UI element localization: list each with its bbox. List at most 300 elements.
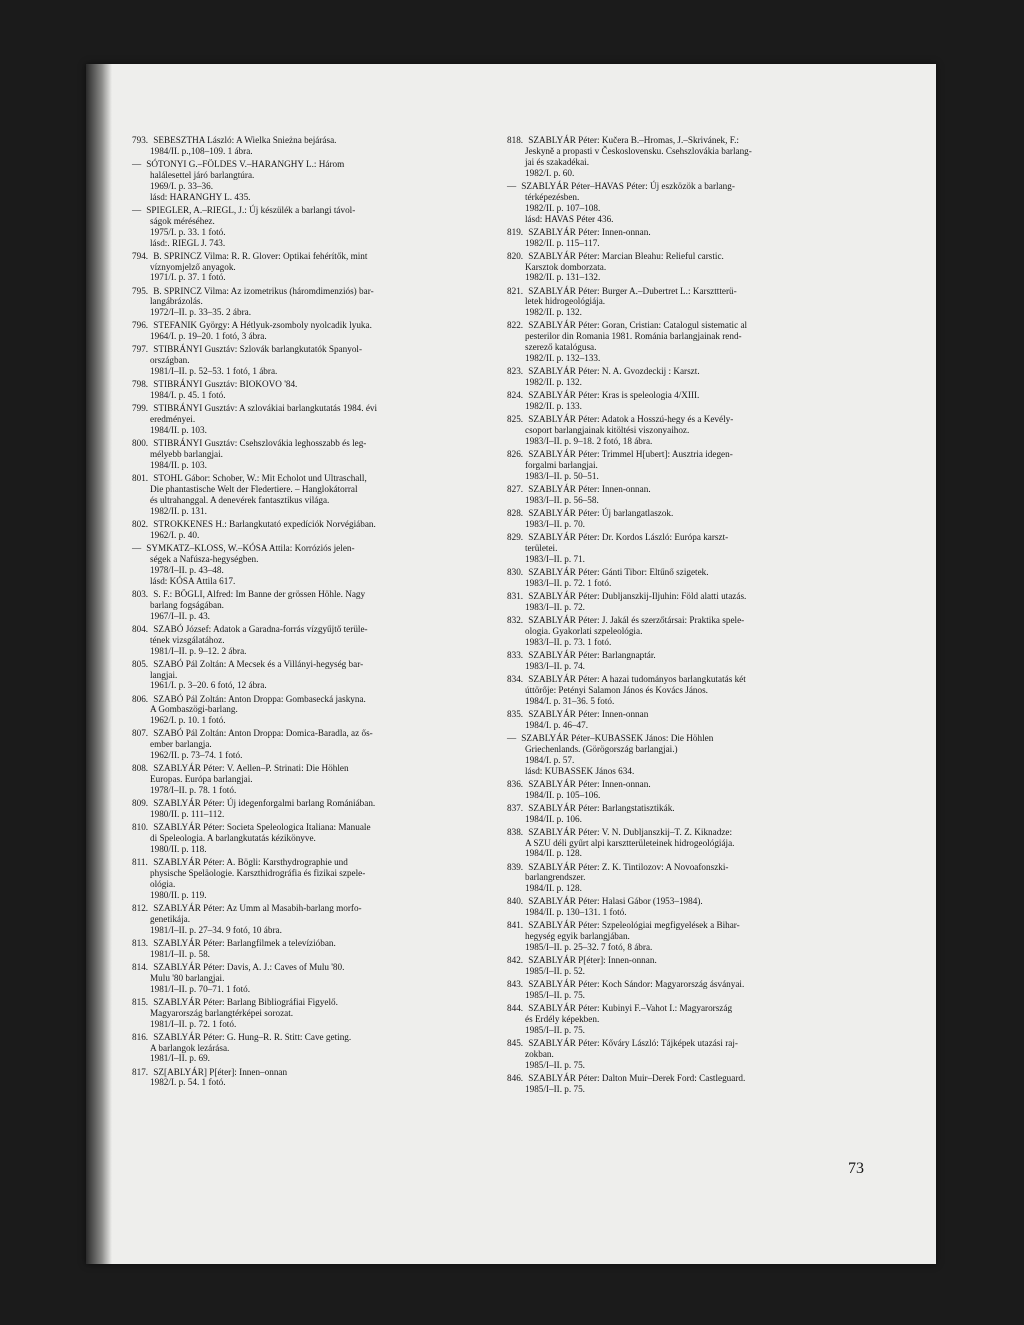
entry-number: 821. bbox=[507, 285, 524, 296]
entry-line bbox=[132, 774, 472, 785]
entry-text: 1983/I–II. p. 73. 1 fotó. bbox=[525, 636, 612, 647]
entry-number: 822. bbox=[507, 320, 524, 331]
entry-line bbox=[132, 576, 472, 587]
bibliography-entry bbox=[507, 650, 847, 672]
entry-text: 1985/I–II. p. 52. bbox=[525, 966, 585, 977]
entry-text: di Speleologia. A barlangkutatás kézikönyve. bbox=[150, 833, 316, 844]
bibliography-entry bbox=[132, 763, 472, 796]
entry-text: 1982/II. p. 115–117. bbox=[525, 237, 600, 248]
entry-text: SZABLYÁR P[éter]: Innen-onnan. bbox=[528, 955, 657, 966]
entry-text: 1983/I–II. p. 9–18. 2 fotó, 18 ábra. bbox=[525, 436, 653, 447]
entry-number: 816. bbox=[132, 1031, 149, 1042]
entry-text: 1982/II. p. 133. bbox=[525, 401, 582, 412]
entry-line bbox=[507, 157, 847, 168]
bibliography-entry bbox=[507, 449, 847, 482]
entry-first-line bbox=[507, 896, 847, 907]
entry-line bbox=[132, 1053, 472, 1064]
entry-line bbox=[507, 990, 847, 1001]
entry-line bbox=[132, 890, 472, 901]
entry-text: 1978/I–II. p. 43–48. bbox=[150, 564, 224, 575]
entry-first-line bbox=[132, 659, 472, 670]
entry-number: 812. bbox=[132, 902, 149, 913]
bibliography-entry bbox=[132, 1067, 472, 1089]
entry-line bbox=[507, 755, 847, 766]
bibliography-entry bbox=[507, 674, 847, 707]
entry-line bbox=[132, 565, 472, 576]
entry-text: langábrázolás. bbox=[150, 296, 203, 307]
entry-number: 839. bbox=[507, 861, 524, 872]
entry-line bbox=[132, 506, 472, 517]
entry-number: 833. bbox=[507, 649, 524, 660]
entry-line bbox=[132, 646, 472, 657]
entry-text: 1982/II. p. 131. bbox=[150, 505, 207, 516]
entry-first-line bbox=[132, 1032, 472, 1043]
entry-first-line bbox=[132, 251, 472, 262]
entry-text: 1962/II. p. 73–74. 1 fotó. bbox=[150, 750, 243, 761]
entry-line bbox=[132, 296, 472, 307]
entry-line bbox=[132, 366, 472, 377]
entry-line bbox=[507, 460, 847, 471]
entry-line bbox=[132, 262, 472, 273]
entry-line bbox=[507, 272, 847, 283]
bibliography-entry bbox=[132, 473, 472, 517]
entry-text: Karsztok domborzata. bbox=[525, 261, 607, 272]
entry-first-line bbox=[507, 591, 847, 602]
entry-text: csoport barlangjainak kitöltési viszonyaihoz. bbox=[525, 425, 690, 436]
entry-text: A barlangok lezárása. bbox=[150, 1042, 230, 1053]
entry-first-line bbox=[507, 862, 847, 873]
entry-line bbox=[507, 471, 847, 482]
bibliography-entry bbox=[132, 135, 472, 157]
entry-text: SZABÓ József: Adatok a Garadna-forrás vízgyűjtő terüle- bbox=[153, 623, 368, 634]
entry-first-line bbox=[507, 390, 847, 401]
entry-number: 797. bbox=[132, 344, 149, 355]
entry-number: 798. bbox=[132, 379, 149, 390]
entry-text: genetikája. bbox=[150, 913, 191, 924]
entry-line bbox=[507, 942, 847, 953]
entry-text: halálesettel járó barlangtúra. bbox=[150, 169, 255, 180]
entry-line bbox=[132, 216, 472, 227]
entry-text: Jeskyně a propasti v Československu. Csehszlovákia barlang- bbox=[525, 145, 752, 156]
entry-text: tének vizsgálatához. bbox=[150, 634, 225, 645]
bibliography-entry bbox=[132, 379, 472, 401]
entry-text: SZABLYÁR Péter: Dr. Kordos László: Európa karszt- bbox=[528, 532, 729, 543]
bibliography-entry bbox=[507, 979, 847, 1001]
entry-first-line bbox=[132, 903, 472, 914]
bibliography-entry bbox=[507, 390, 847, 412]
entry-text: 1985/I–II. p. 75. bbox=[525, 1084, 585, 1095]
entry-text: SZABLYÁR Péter–HAVAS Péter: Új eszközök a barlang- bbox=[521, 180, 735, 191]
entry-first-line bbox=[132, 438, 472, 449]
bibliography-entry bbox=[132, 205, 472, 249]
entry-text: zokban. bbox=[525, 1049, 554, 1060]
entry-text: Europas. Európa barlangjai. bbox=[150, 774, 253, 785]
entry-text: SZABLYÁR Péter: Barlang Bibliográfiai Figyelő. bbox=[153, 996, 338, 1007]
entry-line bbox=[507, 238, 847, 249]
entry-number: 814. bbox=[132, 961, 149, 972]
entry-number: 846. bbox=[507, 1073, 524, 1084]
entry-number: 810. bbox=[132, 822, 149, 833]
entry-first-line bbox=[507, 508, 847, 519]
entry-text: Griechenlands. (Görögország barlangjai.) bbox=[525, 743, 678, 754]
entry-first-line bbox=[132, 857, 472, 868]
entry-line bbox=[132, 739, 472, 750]
bibliography-entry bbox=[507, 1003, 847, 1036]
bibliography-entry bbox=[132, 344, 472, 377]
entry-line bbox=[132, 170, 472, 181]
entry-number: 826. bbox=[507, 449, 524, 460]
entry-text: 1984/II. p. 105–106. bbox=[525, 789, 601, 800]
bibliography-entry bbox=[507, 135, 847, 179]
entry-line bbox=[132, 414, 472, 425]
entry-line bbox=[132, 984, 472, 995]
bibliography-entry bbox=[507, 532, 847, 565]
entry-text: úttörője: Petényi Salamon János és Kovács János. bbox=[525, 684, 708, 695]
entry-line bbox=[132, 1019, 472, 1030]
left-column bbox=[132, 135, 472, 1091]
entry-text: 1982/II. p. 131–132. bbox=[525, 272, 601, 283]
entry-line bbox=[507, 331, 847, 342]
entry-text: SZABLYÁR Péter: Halasi Gábor (1953–1984). bbox=[528, 896, 703, 907]
bibliography-entry bbox=[132, 997, 472, 1030]
entry-number: 796. bbox=[132, 320, 149, 331]
bibliography-entry bbox=[507, 591, 847, 613]
entry-text: 1984/II. p. 128. bbox=[525, 848, 582, 859]
entry-text: SZABLYÁR Péter: Goran, Cristian: Catalogul sistematic al bbox=[528, 320, 748, 331]
entry-line bbox=[507, 838, 847, 849]
entry-text: SZABLYÁR Péter: Barlangfilmek a televízióban. bbox=[153, 937, 336, 948]
entry-number: 836. bbox=[507, 778, 524, 789]
entry-first-line bbox=[132, 589, 472, 600]
entry-text: SZABLYÁR Péter: Societa Speleologica Italiana: Manuale bbox=[153, 822, 371, 833]
entry-number: 799. bbox=[132, 403, 149, 414]
entry-text: Mulu '80 barlangjai. bbox=[150, 972, 225, 983]
bibliography-entry bbox=[132, 543, 472, 587]
entry-number: 828. bbox=[507, 508, 524, 519]
entry-text: lásd: HAVAS Péter 436. bbox=[525, 213, 614, 224]
entry-text: ségek a Nafúsza-hegységben. bbox=[150, 553, 259, 564]
entry-text: Die phantastische Welt der Fledertiere. – Hanglokátorral bbox=[150, 484, 358, 495]
bibliography-entry bbox=[507, 955, 847, 977]
bibliography-entry bbox=[507, 414, 847, 447]
bibliography-entry bbox=[507, 862, 847, 895]
entry-text: STIBRÁNYI Gusztáv: A szlovákiai barlangkutatás 1984. évi bbox=[153, 403, 378, 414]
entry-line bbox=[132, 949, 472, 960]
entry-line bbox=[132, 425, 472, 436]
entry-number: 829. bbox=[507, 532, 524, 543]
entry-number: 811. bbox=[132, 857, 148, 868]
entry-text: ember barlangja. bbox=[150, 739, 212, 750]
entry-text: és Erdély képekben. bbox=[525, 1014, 600, 1025]
bibliography-entry bbox=[132, 519, 472, 541]
entry-text: lásd: HARANGHY L. 435. bbox=[150, 191, 251, 202]
entry-text: Magyarország barlangtérképei sorozat. bbox=[150, 1007, 294, 1018]
entry-text: STOHL Gábor: Schober, W.: Mit Echolot und Ultraschall, bbox=[153, 473, 367, 484]
bibliography-entry bbox=[132, 624, 472, 657]
entry-first-line bbox=[507, 779, 847, 790]
entry-text: SZABLYÁR Péter: Az Umm al Masabih-barlang morfo- bbox=[153, 902, 362, 913]
entry-number: — bbox=[507, 732, 517, 743]
entry-number: 830. bbox=[507, 566, 524, 577]
entry-line bbox=[132, 914, 472, 925]
entry-number: 824. bbox=[507, 390, 524, 401]
entry-line bbox=[132, 554, 472, 565]
entry-line bbox=[507, 1025, 847, 1036]
entry-text: 1984/II. p.,108–109. 1 ábra. bbox=[150, 145, 253, 156]
page-binding-shadow bbox=[86, 64, 112, 1264]
entry-text: SZABLYÁR Péter: Trimmel H[ubert]: Ausztria idegen- bbox=[528, 449, 733, 460]
entry-text: SYMKATZ–KLOSS, W.–KÓSA Attila: Korróziós jelen- bbox=[146, 542, 355, 553]
entry-first-line bbox=[507, 920, 847, 931]
entry-text: 1983/I–II. p. 50–51. bbox=[525, 470, 599, 481]
entry-number: 837. bbox=[507, 802, 524, 813]
entry-text: SÓTONYI G.–FÖLDES V.–HARANGHY L.: Három bbox=[146, 159, 345, 169]
entry-number: 825. bbox=[507, 414, 524, 425]
entry-line bbox=[507, 342, 847, 353]
entry-line bbox=[507, 637, 847, 648]
entry-text: SZABÓ Pál Zoltán: Anton Droppa: Domica-Baradla, az ős- bbox=[153, 728, 373, 739]
bibliography-entry bbox=[132, 694, 472, 727]
entry-text: STIBRÁNYI Gusztáv: BIOKOVO '84. bbox=[153, 379, 298, 390]
entry-text: SZABLYÁR Péter: Innen-onnan bbox=[528, 708, 649, 719]
entry-line bbox=[507, 907, 847, 918]
entry-line bbox=[507, 203, 847, 214]
entry-number: 838. bbox=[507, 826, 524, 837]
entry-text: 1964/I. p. 19–20. 1 fotó, 3 ábra. bbox=[150, 331, 267, 342]
entry-text: 1983/I–II. p. 72. 1 fotó. bbox=[525, 577, 612, 588]
entry-text: 1982/II. p. 107–108. bbox=[525, 202, 601, 213]
entry-line bbox=[132, 530, 472, 541]
entry-line bbox=[132, 809, 472, 820]
bibliography-entry bbox=[507, 227, 847, 249]
entry-line bbox=[507, 1014, 847, 1025]
entry-line bbox=[507, 262, 847, 273]
entry-text: SZABLYÁR Péter: A hazai tudományos barlangkutatás két bbox=[528, 673, 746, 684]
entry-text: STIBRÁNYI Gusztáv: Szlovák barlangkutatók Spanyol- bbox=[153, 344, 363, 355]
bibliography-entry bbox=[132, 728, 472, 761]
entry-line bbox=[132, 868, 472, 879]
entry-first-line bbox=[507, 1073, 847, 1084]
entry-text: SZABLYÁR Péter: V. Aellen–P. Strinati: Die Höhlen bbox=[153, 763, 349, 774]
right-column bbox=[507, 135, 847, 1097]
entry-text: letek hidrogeológiája. bbox=[525, 296, 606, 307]
entry-line bbox=[507, 307, 847, 318]
entry-line bbox=[132, 879, 472, 890]
entry-line bbox=[132, 844, 472, 855]
entry-line bbox=[132, 355, 472, 366]
bibliography-entry bbox=[507, 827, 847, 860]
entry-number: 801. bbox=[132, 473, 149, 484]
entry-text: SZABÓ Pál Zoltán: Anton Droppa: Gombasecká jaskyna. bbox=[153, 693, 366, 704]
entry-line bbox=[507, 168, 847, 179]
entry-first-line bbox=[507, 709, 847, 720]
entry-line bbox=[507, 744, 847, 755]
entry-text: forgalmi barlangjai. bbox=[525, 460, 598, 471]
entry-line bbox=[132, 484, 472, 495]
entry-text: eredményei. bbox=[150, 414, 196, 425]
entry-text: 1972/I–II. p. 33–35. 2 ábra. bbox=[150, 307, 252, 318]
entry-first-line bbox=[507, 803, 847, 814]
entry-line bbox=[507, 578, 847, 589]
bibliography-entry bbox=[507, 366, 847, 388]
entry-first-line bbox=[132, 403, 472, 414]
entry-line bbox=[507, 425, 847, 436]
entry-number: 845. bbox=[507, 1038, 524, 1049]
entry-number: 835. bbox=[507, 708, 524, 719]
entry-first-line bbox=[507, 227, 847, 238]
entry-first-line bbox=[507, 674, 847, 685]
entry-text: SZABLYÁR Péter–KUBASSEK János: Die Höhlen bbox=[521, 732, 714, 743]
entry-text: mélyebb barlangjai. bbox=[150, 449, 223, 460]
entry-line bbox=[132, 833, 472, 844]
bibliography-entry bbox=[132, 659, 472, 692]
entry-number: 841. bbox=[507, 920, 524, 931]
entry-text: 1984/I. p. 45. 1 fotó. bbox=[150, 390, 226, 401]
entry-first-line bbox=[132, 379, 472, 390]
entry-text: SZABLYÁR Péter: Gánti Tibor: Eltűnő szigetek. bbox=[528, 566, 709, 577]
entry-text: ologia. Gyakorlati szpeleológia. bbox=[525, 625, 643, 636]
bibliography-entry bbox=[507, 567, 847, 589]
entry-number: 805. bbox=[132, 658, 149, 669]
entry-text: 1982/II. p. 132–133. bbox=[525, 353, 601, 364]
entry-line bbox=[507, 495, 847, 506]
entry-first-line bbox=[507, 484, 847, 495]
entry-text: SEBESZTHA László: A Wielka Snieżna bejárása. bbox=[153, 135, 337, 145]
entry-number: 813. bbox=[132, 937, 149, 948]
entry-line bbox=[507, 1084, 847, 1095]
entry-text: ságok méréséhez. bbox=[150, 215, 215, 226]
entry-first-line bbox=[507, 532, 847, 543]
entry-first-line bbox=[132, 159, 472, 170]
entry-number: 834. bbox=[507, 673, 524, 684]
bibliography-entry bbox=[507, 1073, 847, 1095]
entry-line bbox=[507, 883, 847, 894]
entry-line bbox=[507, 931, 847, 942]
entry-number: 820. bbox=[507, 250, 524, 261]
entry-text: 1981/I–II. p. 70–71. 1 fotó. bbox=[150, 983, 251, 994]
entry-text: 1984/II. p. 103. bbox=[150, 460, 207, 471]
entry-number: — bbox=[132, 542, 142, 553]
entry-number: 806. bbox=[132, 693, 149, 704]
entry-text: SZABLYÁR Péter: Barlangstatisztikák. bbox=[528, 802, 675, 813]
entry-first-line bbox=[132, 205, 472, 216]
bibliography-entry bbox=[132, 857, 472, 901]
entry-line bbox=[507, 401, 847, 412]
entry-number: 809. bbox=[132, 798, 149, 809]
bibliography-entry bbox=[132, 1032, 472, 1065]
entry-first-line bbox=[132, 135, 472, 146]
entry-number: 831. bbox=[507, 590, 524, 601]
entry-line bbox=[132, 192, 472, 203]
entry-text: SZABLYÁR Péter: A. Bögli: Karsthydrographie und bbox=[153, 857, 348, 868]
entry-first-line bbox=[132, 763, 472, 774]
entry-line bbox=[132, 973, 472, 984]
entry-text: 1961/I. p. 3–20. 6 fotó, 12 ábra. bbox=[150, 680, 267, 691]
entry-text: SZ[ABLYÁR] P[éter]: Innen–onnan bbox=[153, 1066, 288, 1077]
entry-text: SZABLYÁR Péter: Új barlangatlaszok. bbox=[528, 508, 674, 519]
entry-line bbox=[507, 377, 847, 388]
bibliography-entry bbox=[132, 159, 472, 203]
entry-line bbox=[132, 307, 472, 318]
entry-line bbox=[132, 146, 472, 157]
entry-text: 1969/I. p. 33–36. bbox=[150, 180, 214, 191]
entry-first-line bbox=[507, 320, 847, 331]
entry-text: 1984/I. p. 46–47. bbox=[525, 719, 589, 730]
entry-first-line bbox=[507, 366, 847, 377]
entry-line bbox=[132, 600, 472, 611]
entry-text: S. F.: BÖGLI, Alfred: Im Banne der grössen Höhle. Nagy bbox=[153, 588, 366, 599]
entry-line bbox=[507, 1049, 847, 1060]
entry-text: 1981/I–II. p. 58. bbox=[150, 948, 210, 959]
entry-text: SZABLYÁR Péter: Kőváry László: Tájképek utazási raj- bbox=[528, 1038, 738, 1049]
entry-text: SZABLYÁR Péter: J. Jakál és szerzőtársai: Praktika spele- bbox=[528, 614, 745, 625]
entry-text: SZABLYÁR Péter: Dubljanszkij-Iljuhin: Föld alatti utazás. bbox=[528, 590, 747, 601]
entry-text: 1985/I–II. p. 75. bbox=[525, 1025, 585, 1036]
entry-text: 1962/I. p. 10. 1 fotó. bbox=[150, 715, 226, 726]
entry-line bbox=[507, 766, 847, 777]
entry-number: — bbox=[132, 159, 142, 169]
bibliography-entry bbox=[132, 589, 472, 622]
bibliography-entry bbox=[507, 896, 847, 918]
entry-first-line bbox=[132, 962, 472, 973]
entry-text: 1983/I–II. p. 70. bbox=[525, 518, 585, 529]
entry-text: 1983/I–II. p. 56–58. bbox=[525, 494, 599, 505]
entry-number: 842. bbox=[507, 955, 524, 966]
entry-text: SZABLYÁR Péter: Kras is speleologia 4/XIII. bbox=[528, 390, 700, 401]
entry-first-line bbox=[507, 135, 847, 146]
entry-text: SZABLYÁR Péter: Barlangnaptár. bbox=[528, 649, 656, 660]
entry-text: lásd:. RIEGL J. 743. bbox=[150, 237, 226, 248]
entry-text: SZABLYÁR Péter: Adatok a Hosszú-hegy és a Kevély- bbox=[528, 414, 734, 425]
entry-text: 1983/I–II. p. 74. bbox=[525, 660, 585, 671]
entry-text: SZABLYÁR Péter: Davis, A. J.: Caves of Mulu '80. bbox=[153, 961, 345, 972]
entry-text: B. SPRINCZ Vilma: Az izometrikus (háromdimenziós) bar- bbox=[153, 285, 374, 296]
bibliography-entry bbox=[132, 903, 472, 936]
entry-text: A SZU déli gyűrt alpi karsztterületeinek hidrogeológiája. bbox=[525, 837, 735, 848]
bibliography-entry bbox=[507, 251, 847, 284]
entry-line bbox=[132, 331, 472, 342]
entry-text: területei. bbox=[525, 542, 558, 553]
entry-text: 1981/I–II. p. 72. 1 fotó. bbox=[150, 1018, 237, 1029]
entry-line bbox=[132, 1043, 472, 1054]
entry-number: 827. bbox=[507, 484, 524, 495]
entry-first-line bbox=[132, 473, 472, 484]
entry-text: STEFANIK György: A Hétlyuk-zsomboly nyolcadik lyuka. bbox=[153, 320, 372, 331]
entry-text: SZABLYÁR Péter: Burger A.–Dubertret L.: Karszttterü- bbox=[528, 285, 737, 296]
entry-text: SZABLYÁR Péter: Innen-onnan. bbox=[528, 484, 651, 495]
entry-text: SZABLYÁR Péter: Kučera B.–Hromas, J.–Skrivánek, F.: bbox=[528, 135, 739, 145]
entry-line bbox=[507, 720, 847, 731]
entry-text: 1962/I. p. 40. bbox=[150, 529, 200, 540]
bibliography-entry bbox=[132, 822, 472, 855]
bibliography-entry bbox=[507, 286, 847, 319]
entry-text: SZABLYÁR Péter: Innen-onnan. bbox=[528, 226, 651, 237]
entry-number: 815. bbox=[132, 996, 149, 1007]
entry-number: 808. bbox=[132, 763, 149, 774]
entry-line bbox=[132, 227, 472, 238]
page-number: 73 bbox=[848, 1160, 864, 1177]
entry-first-line bbox=[132, 822, 472, 833]
entry-line bbox=[507, 966, 847, 977]
entry-text: pesterilor din Romania 1981. Románia barlangjainak rend- bbox=[525, 331, 742, 342]
entry-text: 1982/II. p. 132. bbox=[525, 377, 582, 388]
bibliography-entry bbox=[132, 938, 472, 960]
entry-text: országban. bbox=[150, 355, 190, 366]
entry-number: 832. bbox=[507, 614, 524, 625]
entry-line bbox=[132, 272, 472, 283]
entry-text: 1984/I. p. 57. bbox=[525, 754, 575, 765]
entry-text: szerező katalógusa. bbox=[525, 342, 597, 353]
